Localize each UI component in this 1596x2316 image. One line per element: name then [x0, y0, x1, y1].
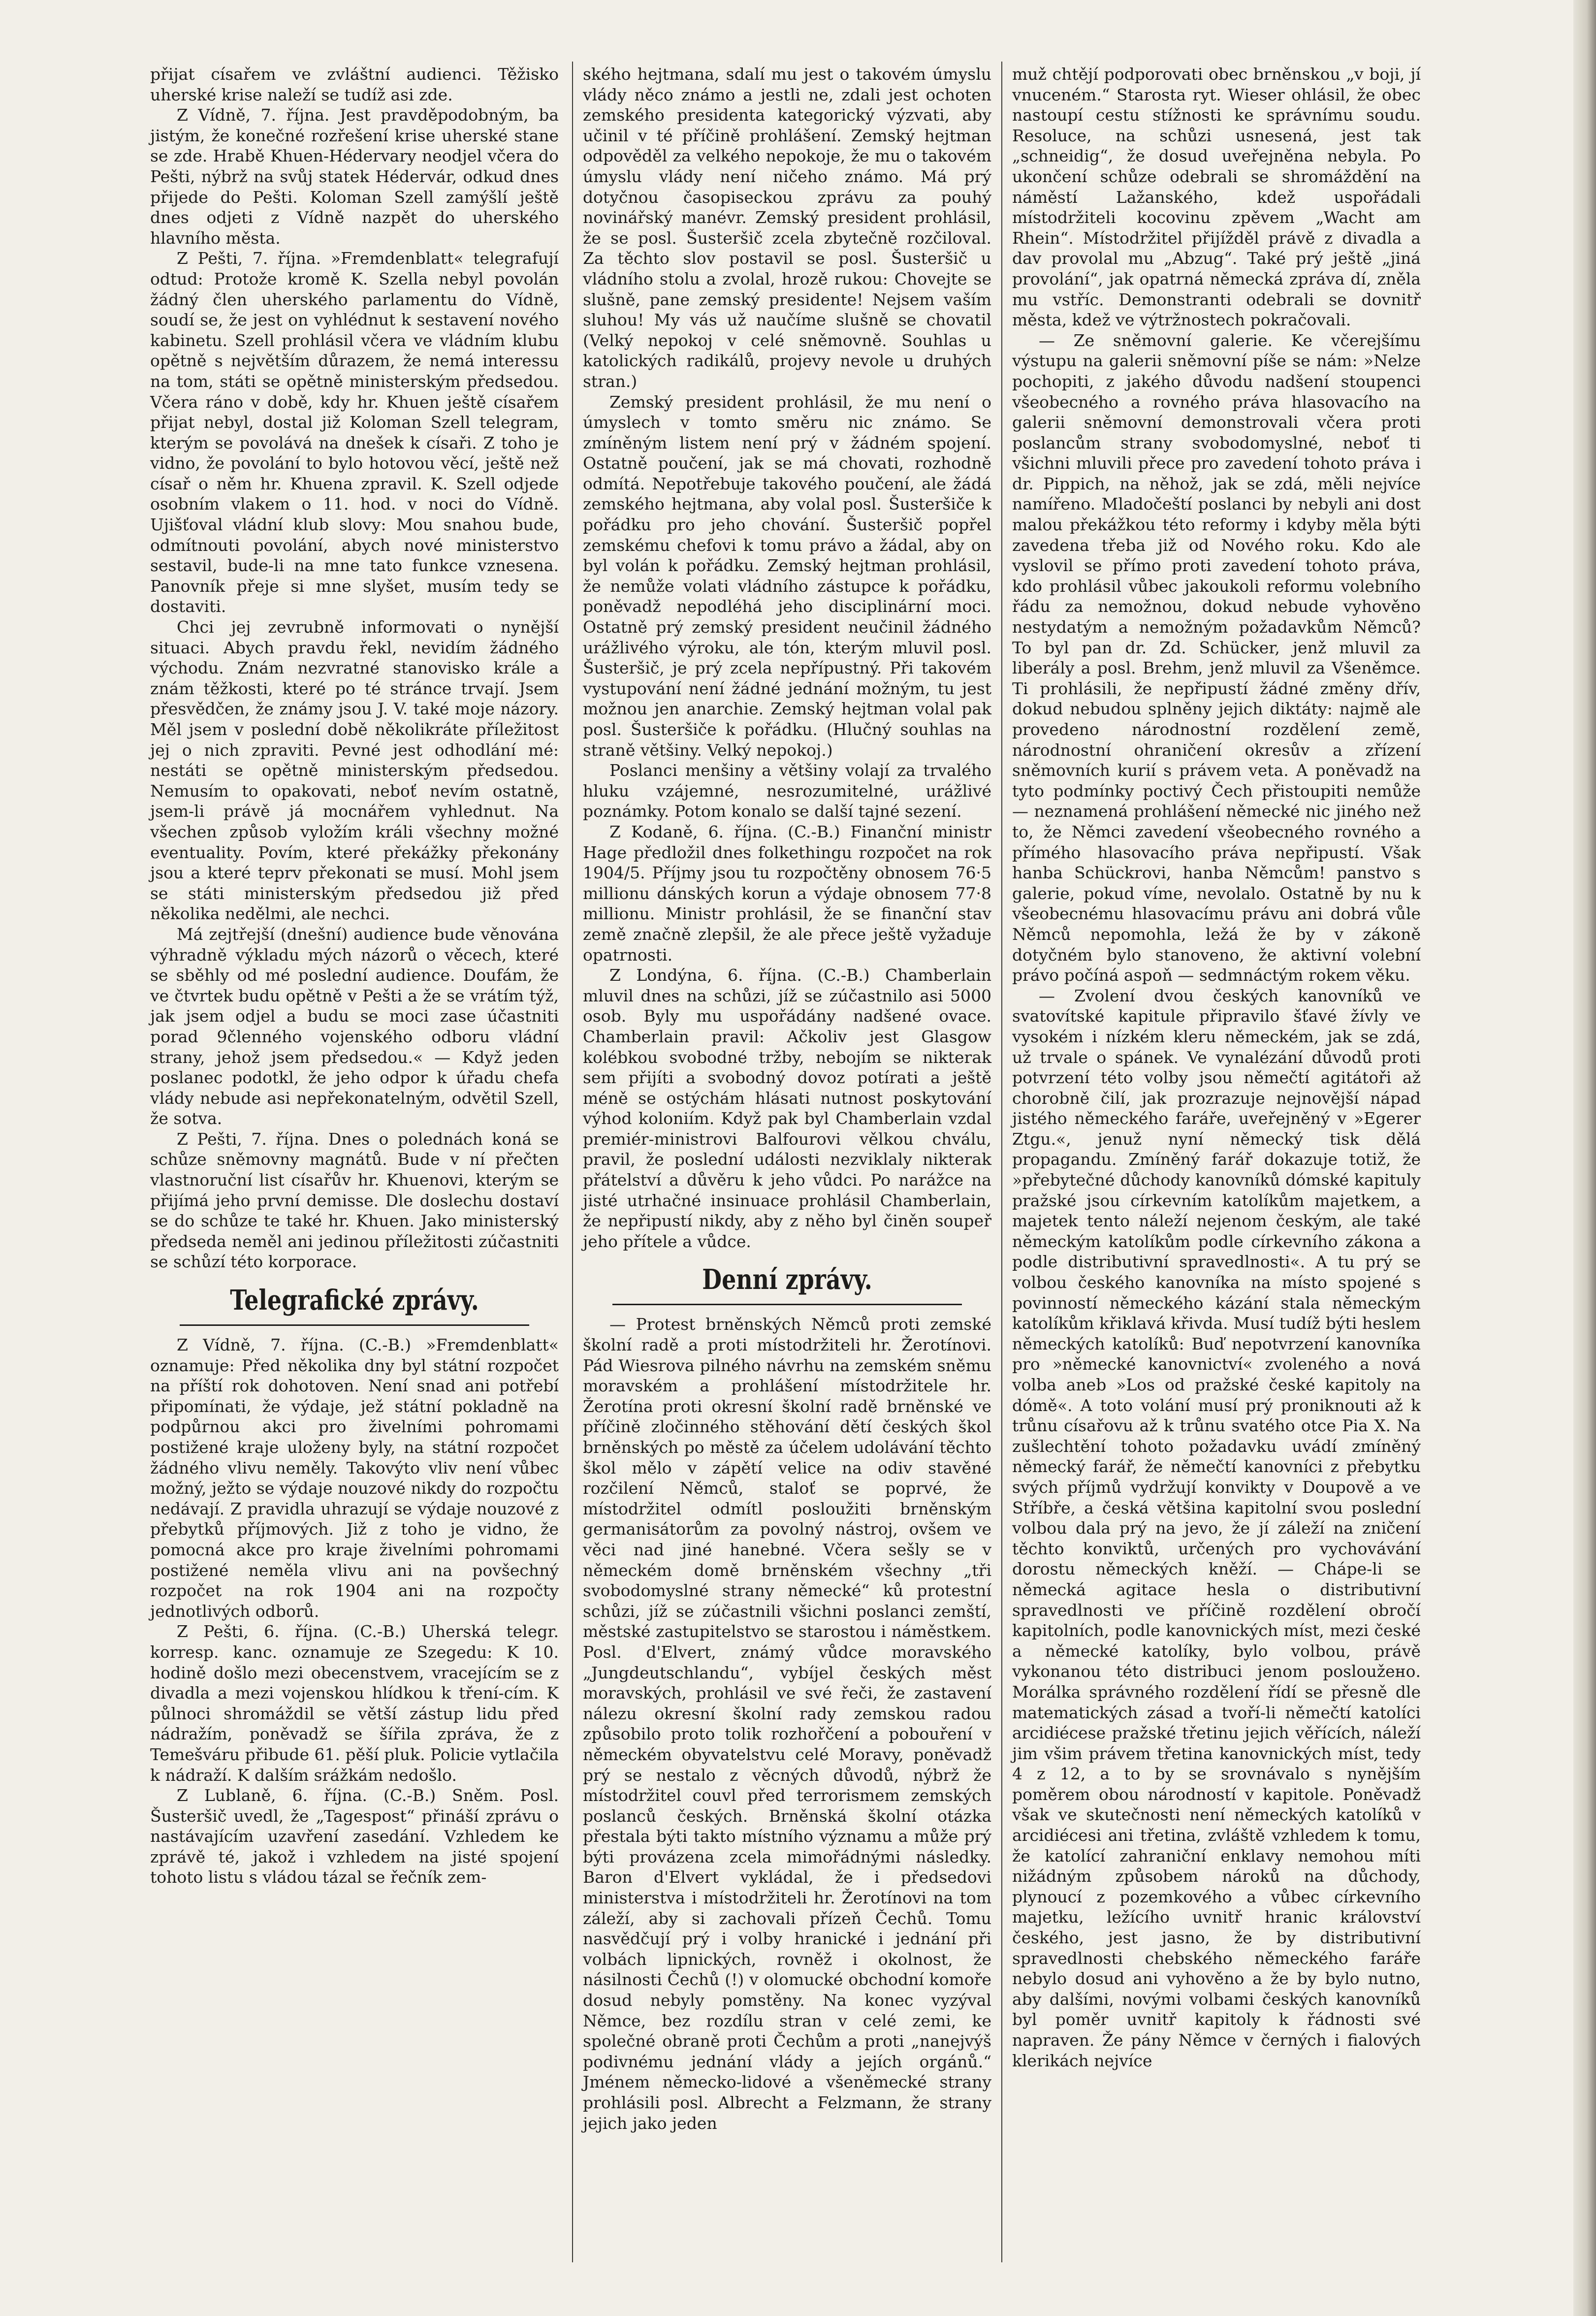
column-middle: [583, 64, 991, 2133]
heading-rule: [180, 1324, 529, 1326]
heading-rule: [612, 1304, 962, 1305]
article-paragraph: Z Pešti, 7. října. »Fremdenblatt« telegrafují odtud: Protože kromě K. Szella nebyl povolán žádný člen uherského parlamentu do Vídně, soudí se, že jest on vyhlédnut k sestavení nového kabinetu. Szell prohlásil včera ve vládním klubu opětně s největším důrazem, že nemá interessu na tom, státi se opětně ministerským předsedou. Včera ráno v době, kdy hr. Khuen ještě císařem přijat nebyl, dostal již Koloman Szell telegram, kterým se povolává na dnešek k císaři. Z toho je vidno, že povolání to bylo hotovou věcí, ještě než císař o něm hr. Khuena zpravil. K. Szell odjede osobním vlakem o 11. hod. v noci do Vídně. Ujišťoval vládní klub slovy: Mou snahou bude, odmítnouti povolání, abych nové ministerstvo sestavil, bude-li na mne tato funkce vznesena. Panovník přeje si mne slyšet, musím tedy se dostaviti.: [150, 249, 559, 616]
article-paragraph: Z Londýna, 6. října. (C.-B.) Chamberlain mluvil dnes na schůzi, jíž se zúčastnilo asi 5000 osob. Byly mu uspořádány nadšené ovace. Chamberlain pravil: Ačkoliv jest Glasgow kolébkou svobodné tržby, nebojím se nikterak sem přijíti a svobodný dovoz potírati a ještě méně se ostýchám hlásati nutnost poskytování výhod koloniím. Když pak byl Chamberlain vzdal premiér-ministrovi Balfourovi vělkou chválu, pravil, že poslední události nezviklaly nikterak přátelství a důvěru k jeho vůdci. Po narážce na jisté utrhačné insinuace prohlásil Chamberlain, že nepřipustí nikdy, aby z něho byl činěn soupeř jeho přítele a vůdce.: [583, 965, 991, 1251]
article-paragraph: ského hejtmana, sdalí mu jest o takovém úmyslu vlády něco známo a jestli ne, zdali jest ochoten zemského presidenta kategorický výzvati, aby učinil v té příčině prohlášení. Zemský hejtman odpověděl za velkého nepokoje, že mu o takovém úmyslu vlády není ničeho známo. Má prý dotyčnou časopiseckou zprávu za pouhý novinářský manévr. Zemský president prohlásil, že se posl. Šusteršič zcela zbytečně rozčiloval. Za těchto slov postavil se posl. Šusteršič u vládního stolu a zvolal, hrozě rukou: Chovejte se slušně, pane zemský presidente! Nejsem vaším sluhou! My vás už naučíme slušně se chovatil (Velký nepokoj v celé sněmovně. Souhlas u katolických radikálů, projevy nevole u druhých stran.): [583, 64, 991, 391]
article-paragraph: Z Vídně, 7. října. Jest pravděpodobným, ba jistým, že konečné rozřešení krise uherské stane se zde. Hrabě Khuen-Hédervary neodjel včera do Pešti, nýbrž na svůj statek Hédervár, odkud dnes přijede do Pešti. Koloman Szell zamýšlí ještě dnes odjeti z Vídně nazpět do uherského hlavního města.: [150, 105, 559, 248]
column-left: [150, 64, 559, 1888]
article-paragraph: Chci jej zevrubně informovati o nynější situaci. Abych pravdu řekl, nevidím žádného východu. Znám nezvratné stanovisko krále a znám těžkosti, které po té stránce trvají. Jsem přesvědčen, že známy jsou J. V. také moje názory. Měl jsem v poslední době několikráte příležitost jej o nich zpraviti. Pevné jest odhodlání mé: nestáti se opětně ministerským předsedou. Nemusím to opakovati, neboť nevím ostatně, jsem-li právě já mocnářem vyhlednut. Na všechen způsob vyložím králi všechny možné eventuality. Povím, které překážky překonány jsou a které teprv překonati se musí. Mohl jsem se státi ministerským předsedou již před několika nedělmi, ale nechci.: [150, 617, 559, 924]
column-divider: [572, 62, 573, 2262]
page-edge: [1573, 0, 1596, 2316]
article-paragraph: Z Pešti, 7. října. Dnes o polednách koná se schůze sněmovny magnátů. Bude v ní přečten vlastnoruční list císařův hr. Khuenovi, kterým se přijímá jeho první demisse. Dle doslechu dostaví se do schůze te také hr. Khuen. Jako ministerský předseda neměl ani jedinou příležitosti zúčastniti se schůzí této korporace.: [150, 1129, 559, 1272]
section-heading: Telegrafické zprávy.: [230, 1284, 479, 1317]
section-heading: Denní zprávy.: [702, 1263, 872, 1296]
article-paragraph: Z Pešti, 6. října. (C.-B.) Uherská telegr. korresp. kanc. oznamuje ze Szegedu: K 10. hodině došlo mezi obecenstvem, vracejícím se z divadla a mezi vojenskou hlídkou k tření-cím. K půlnoci shromáždil se větší zástup lidu před nádražím, poněvadž se šířila zpráva, že z Temešváru přibude 61. pěší pluk. Policie vytlačila k nádraží. K dalším srážkám nedošlo.: [150, 1622, 559, 1785]
article-paragraph: Má zejtřejší (dnešní) audience bude věnována výhradně výkladu mých názorů o věcech, které se sběhly od mé poslední audience. Doufám, že ve čtvrtek budu opětně v Pešti a že se vrátím týž, jak jsem odjel a budu se moci zase účastniti porad 9členného vojenského odboru vládní strany, jehož jsem předsedou.« — Když jeden poslanec podotkl, že jeho odpor k úřadu chefa vlády nebude asi nepřekonatelným, odvětil Szell, že sotva.: [150, 924, 559, 1128]
article-paragraph: — Protest brněnských Němců proti zemské školní radě a proti místodržiteli hr. Žerotínovi. Pád Wiesrova pilného návrhu na zemském sněmu moravském a prohlášení místodržitele hr. Žerotína proti okresní školní radě brněnské ve příčině zločinného stěhování dětí českých škol brněnských po městě za účelem udolávání těchto škol mělo v zápětí velice na odiv stavěné rozčilení Němců, staloť se poprvé, že místodržitel odmítl posloužiti brněnským germanisátorům za povolný nástroj, ovšem ve věci nad jiné hanebné. Včera sešly se v německém domě brněnském všechny „tři svobodomyslné strany německé“ ků protestní schůzi, jíž se zúčastnili všichni poslanci zemští, městské zastupitelstvo se starostou i náměstkem. Posl. d'Elvert, známý vůdce moravského „Jungdeutschlandu“, vybíjel českých měst moravských, prohlásil ve své řeči, že zastavení nálezu okresní školní rady zemskou radou způsobilo proto tolik rozhořčení a pobouření v německém obyvatelstvu celé Moravy, poněvadž prý se nestalo z věcných důvodů, nýbrž že místodržitel couvl před terrorismem zemských poslanců českých. Brněnská školní otázka přestala býti takto místního významu a může prý býti provázena zcela mimořádnými následky. Baron d'Elvert vykládal, že i předsedovi ministerstva i místodržiteli hr. Žerotínovi na tom záleží, aby si zachovali přízeň Čechů. Tomu nasvědčují prý i volby hranické i jednání při volbách lipnických, rovněž i okolnost, že násilnosti Čechů (!) v olomucké obchodní komoře dosud nebyly pomstěny. Na konec vyzýval Němce, bez rozdílu stran v celé zemi, ke společné obraně proti Čechům a proti „nanejvýš podivnému jednání vlády a jejích orgánů.“ Jménem německo-lidové a všeněmecké strany prohlásili posl. Albrecht a Felzmann, že strany jejich jako jeden: [583, 1315, 991, 2133]
article-paragraph: — Zvolení dvou českých kanovníků ve svatovítské kapitule připravilo šťavé žívly ve vysokém i nízkém kleru německém, jak se zdá, už trvale o spánek. Ve vynalézání důvodů proti potvrzení této volby jsou němečtí agitátoři až chorobně čilí, jak prozrazuje nejnovější nápad jistého německého faráře, uveřejněný v »Egerer Ztgu.«, jenuž nyní německý tisk dělá propagandu. Zmíněný farář dokazuje totiž, že »přebytečné důchody kanovníků dómské kapituly pražské jsou církevním katolíkům majetkem, a majetek tento náleží nejenom českým, ale také německým katolíkům podle církevního zákona a podle distributivní spravedlnosti«. A tu prý se volbou českého kanovníka na místo spojené s povinností německého kázání stala německým katolíkům křiklavá křivda. Musí tudíž býti heslem německých katolíků: Buď nepotvrzení kanovníka pro »německé kanovnictví« zvoleného a nová volba aneb »Los od pražské české kapitoly na dómě«. A toto volání musí prý proniknouti až k trůnu císařovu až k trůnu svatého otce Pia X. Na zušlechtění tohoto požadavku uvádí zmíněný německý farář, že němečtí kanovníci z přebytku svých příjmů vydržují konvikty v Doupově a ve Stříbře, a česká většina kapitolní svou poslední volbou dala prý na jevo, že jí záleží na zničení těchto konviktů, určených pro vychovávání dorostu německých kněží. — Chápe-li se německá agitace hesla o distributivní spravedlnosti ve příčině rozdělení obročí kapitolních, podle kanovnických míst, mezi české a německé katolíky, bylo volbou, právě vykonanou této distribuci jenom posloužено. Morálka správného rozdělení řídí se přesně dle matematických zásad a tvoří-li němečtí katolíci arcidiécese pražské třetinu jejich věřících, náleží jim všim právem třetina kanovnických míst, tedy 4 z 12, a to by se srovnávalo s nynějším poměrem obou národností v kapitole. Poněvadž však ve skutečnosti není německých katolíků v arcidiécesi ani třetina, zvláště vzhledem k tomu, že katolící zahraniční enklavy nemohou míti nižádným způsobem nároků na důchody, plynoucí z pozemkového a vůbec církevního majetku, ležícího uvnitř hranic království českého, jest jasno, že by distributivní spravedlnosti chebského německého faráře nebylo dosud ani vyhověno a že by bylo nutno, aby dalšími, novými volbami českých kanovníků byl poměr uvnitř kapitoly k řádnosti své napraven. Že pány Němce v černých i fialových klerikách nejvíce: [1012, 986, 1421, 2070]
article-paragraph: Z Vídně, 7. října. (C.-B.) »Fremdenblatt« oznamuje: Před několika dny byl státní rozpočet na příští rok dohotoven. Není snad ani potřebí připomínati, že výdaje, jež státní pokladně na podpůrnou akci pro živelními pohromami postižené kraje uloženy byly, na státní rozpočet žádného vlivu neměly. Takovýto vliv není vůbec možný, ježto se výdaje nouzové nikdy do rozpočtu nedávají. Z pravidla uhrazují se výdaje nouzové z přebytků příjmových. Již z toho je vidno, že pomocná akce pro kraje živelními pohromami postižené neměla vlivu ani na povšechný rozpočet na rok 1904 ani na rozpočty jednotlivých odborů.: [150, 1335, 559, 1621]
article-paragraph: přijat císařem ve zvláštní audienci. Těžisko uherské krise naleží se tudíž asi zde.: [150, 64, 559, 104]
article-paragraph: muž chtějí podporovati obec brněnskou „v boji, jí vnuceném.“ Starosta ryt. Wieser ohlásil, že obec nastoupí cestu stížnosti ke správnímu soudu. Resoluce, na schůzi usnesená, jest tak „schneidig“, že dosud uveřejněna nebyla. Po ukončení schůze odebrali se shromáždění na náměstí Lažanského, kdež uspořádali místodržiteli kocovinu zpěvem „Wacht am Rhein“. Místodržitel přijížděl právě z divadla a dav provolal mu „Abzug“. Také prý ještě „jiná provolání“, jak opatrná německá zpráva dí, zněla mu vstříc. Demonstranti odebrali se dovnitř města, kdež ve výtržnostech pokračovali.: [1012, 64, 1421, 330]
article-paragraph: — Ze sněmovní galerie. Ke včerejšímu výstupu na galerii sněmovní píše se nám: »Nelze pochopiti, z jakého důvodu nadšení stoupenci všeobecného a rovného práva hlasovacího na galerii sněmovní demonstrovali včera proti poslancům strany svobodomyslné, neboť ti všichni mluvili přece pro zavedení tohoto práva i dr. Pippich, na něhož, jak se zdá, měli nejvíce namířeno. Mladočeští poslanci by nebyli ani dost malou překážkou této reformy i kdyby měla býti zavedena třeba již od Nového roku. Kdo ale vyslovil se přímo proti zavedení tohoto práva, kdo prohlásil vůbec jakoukoli reformu volebního řádu za nemožnou, dokud nebude vyhověno nestydatým a nemožným požadavkům Němců? To byl pan dr. Zd. Schücker, jenž mluvil za liberály a posl. Brehm, jenž mluvil za Všeněmce. Ti prohlásili, že nepřipustí žádné změny dřív, dokud nebudou splněny jejich diktáty: najmě ale provedeno národnostní rozdělení země, národnostní ohraničení okresův a zřízení sněmovních kurií s právem veta. A poněvadž na tyto podmínky poctivý Čech přistoupiti nemůže — neznamená prohlášení německé nic jiného než to, že Němci zavedení všeobecného rovného a přímého hlasovacího práva nepřipustí. Však hanba Schückrovi, hanba Němcům! panstvo s galerie, pokud víme, nevolalo. Ostatně by nu k všeobecnému hlasovacímu právu ani dobrá vůle Němců nepomohla, ležá že by v zákoně dotyčném bylo stanoveno, že aktivní volební právo počíná aspoň — sedmnáctým rokem věku.: [1012, 330, 1421, 985]
article-paragraph: Poslanci menšiny a většiny volají za trvalého hluku vzájemné, nesrozumitelné, urážlivé poznámky. Potom konalo se další tajné sezení.: [583, 761, 991, 821]
column-divider: [1001, 62, 1002, 2262]
article-paragraph: Z Lublaně, 6. října. (C.-B.) Sněm. Posl. Šusteršič uvedl, že „Tagespost“ přináší zprávu o nastávajícím uzavření zasedání. Vzhledem ke zprávě té, jakož i vzhledem na jisté spojení tohoto listu s vládou tázal se řečník zem-: [150, 1786, 559, 1887]
article-paragraph: Zemský president prohlásil, že mu není o úmyslech v tomto směru nic známo. Se zmíněným listem není prý v žádném spojení. Ostatně poučení, jak se má chovati, rozhodně odmítá. Nepotřebuje takového poučení, ale žádá zemského hejtmana, aby volal posl. Šusteršiče k pořádku pro jeho chování. Šusteršič popřel zemskému chefovi k tomu právo a žádal, aby on byl volán k pořádku. Zemský hejtman prohlásil, že nemůže volati vládního zástupce k pořádku, poněvadž nepodléhá jeho disciplinární moci. Ostatně prý zemský president neučinil žádného urážlivého výroku, ale tón, kterým mluvil posl. Šusteršič, je prý zcela nepřípustný. Při takovém vystupování není žádné jednání možným, tu jest možnou jen anarchie. Zemský hejtman volal pak posl. Šusteršiče k pořádku. (Hlučný souhlas na straně většiny. Velký nepokoj.): [583, 392, 991, 760]
column-right: [1012, 64, 1421, 2071]
article-paragraph: Z Kodaně, 6. října. (C.-B.) Finanční ministr Hage předložil dnes folkethingu rozpočet na rok 1904/5. Příjmy jsou tu rozpočtěny obnosem 76·5 millionu dánských korun a výdaje obnosem 77·8 millionu. Ministr prohlásil, že se finanční stav země značně zlepšil, že ale přece ještě vyžaduje opatrnosti.: [583, 822, 991, 965]
